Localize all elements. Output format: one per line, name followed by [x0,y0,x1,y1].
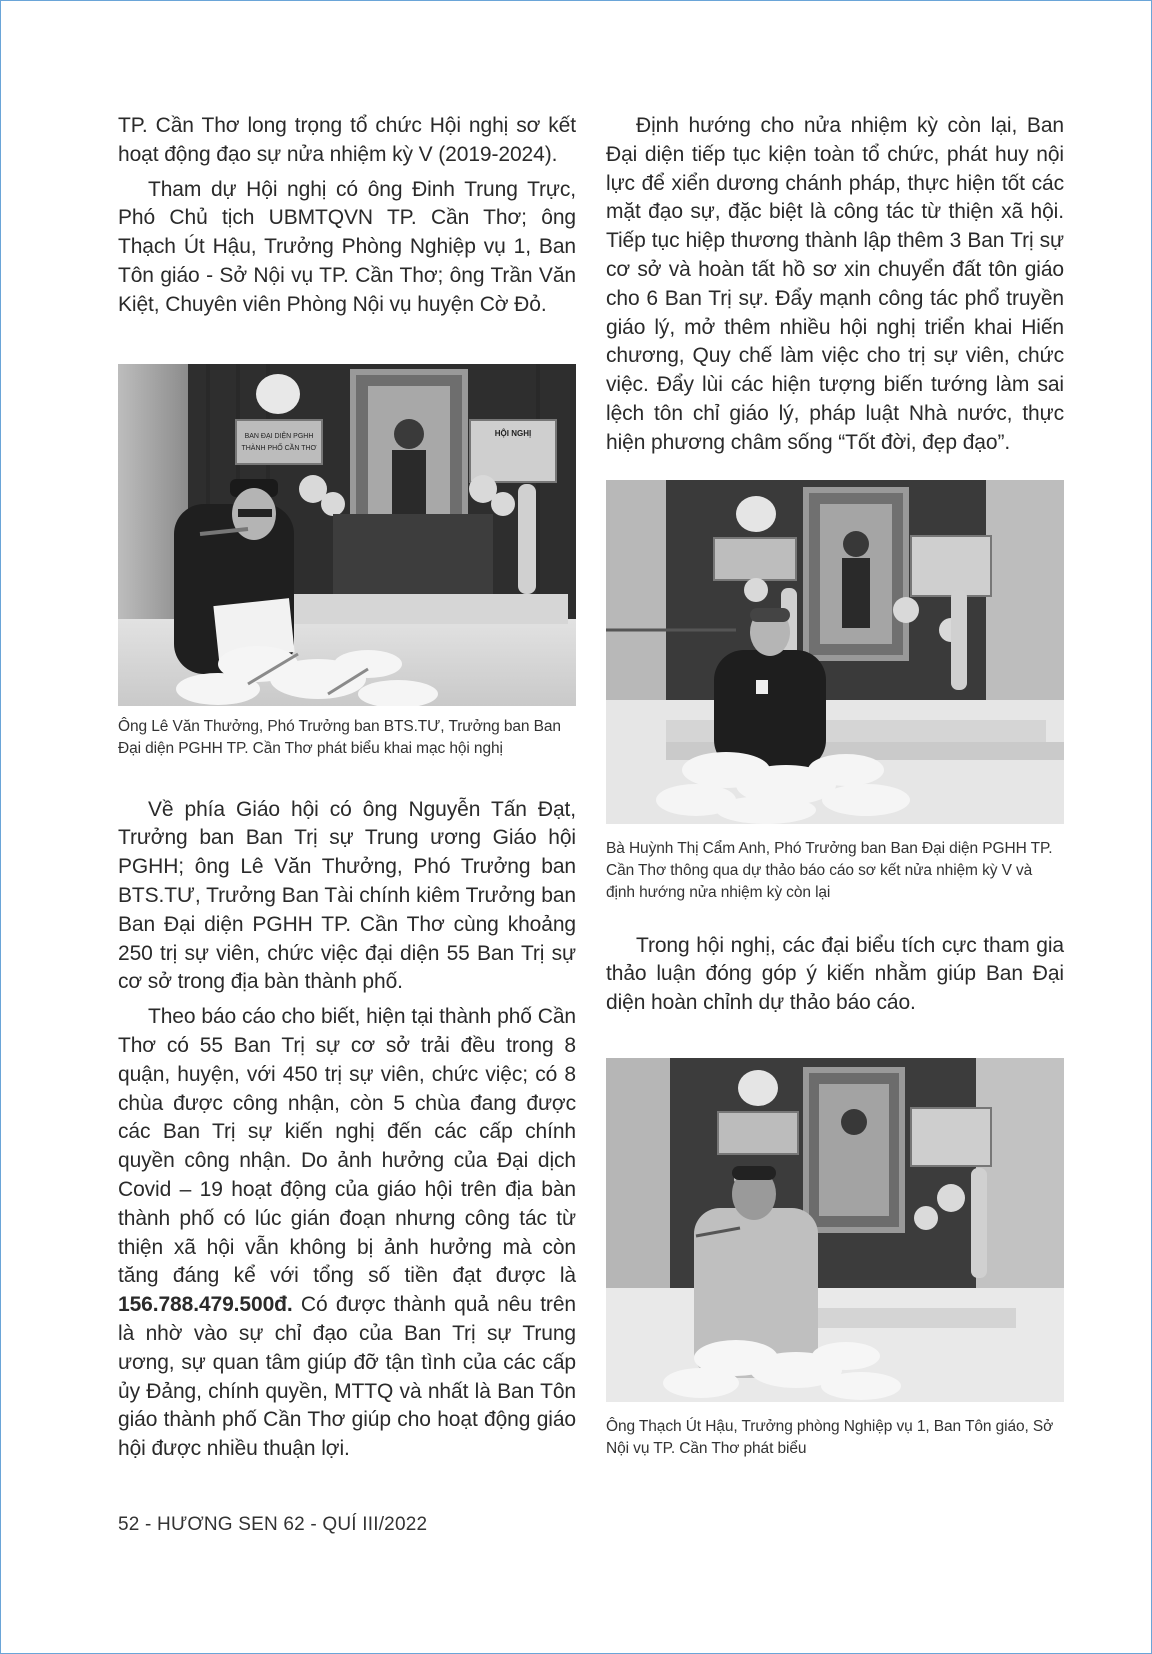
left-paragraph-4-part-a: Theo báo cáo cho biết, hiện tại thành phố Cần Thơ có 55 Ban Trị sự cơ sở trải đều trong 8 quận, huyện, với 450 trị sự viên, chức việc; có 8 chùa được công nhận, còn 5 chùa đang được các Ban Trị sự kiến nghị đến các cấp chính quyền công nhận. Do ảnh hưởng của Đại dịch Covid – 19 hoạt động của giáo hội trên địa bàn thành phố có lúc gián đoạn nhưng công tác từ thiện xã hội vẫn không bị ảnh hưởng mà còn tăng đáng kể với tổng số tiền đạt được là [118,1005,576,1288]
left-paragraph-4-part-b: Có được thành quả nêu trên là nhờ vào sự chỉ đạo của Ban Trị sự Trung ương, sự quan tâm giúp đỡ tận tình của các cấp ủy Đảng, chính quyền, MTTQ và nhất là Ban Tôn giáo thành phố Cần Thơ giúp cho hoạt động giáo hội được nhiều thuận lợi. [118,1293,576,1461]
right-column [606,112,1064,1460]
page-footer: 52 - HƯƠNG SEN 62 - QUÍ III/2022 [118,1514,428,1535]
left-paragraph-2: Tham dự Hội nghị có ông Đinh Trung Trực, Phó Chủ tịch UBMTQVN TP. Cần Thơ; ông Thạch Út Hậu, Trưởng Phòng Nghiệp vụ 1, Ban Tôn giáo - Sở Nội vụ TP. Cần Thơ; ông Trần Văn Kiệt, Chuyên viên Phòng Nội vụ huyện Cờ Đỏ. [118,177,576,316]
banner-right-title: HỘI NGHỊ [494,428,532,438]
right-paragraph-1: Định hướng cho nửa nhiệm kỳ còn lại, Ban Đại diện tiếp tục kiện toàn tổ chức, phát huy nội lực để xiển dương chánh pháp, thực hiện tốt các mặt đạo sự, đặc biệt là công tác từ thiện xã hội. Tiếp tục hiệp thương thành lập thêm 3 Ban Trị sự cơ sở và hoàn tất hồ sơ xin chuyển đất tôn giáo cho 6 Ban Trị sự. Đẩy mạnh công tác phổ truyền giáo lý, mở thêm nhiều hội nghị triển khai Hiến chương, Quy chế làm việc cho trị sự viên, chức việc. Đẩy lùi các hiện tượng biến tướng làm sai lệch tôn chỉ giáo lý, pháp luật Nhà nước, thực hiện phương châm sống “Tốt đời, đẹp đạo”. [606,114,1064,454]
banner-left-line-1: BAN ĐẠI DIỆN PGHH [244,432,314,440]
photo-speaker-1 [118,364,576,706]
left-paragraph-3: Về phía Giáo hội có ông Nguyễn Tấn Đạt, Trưởng ban Ban Trị sự Trung ương Giáo hội PGHH; ông Lê Văn Thưởng, Phó Trưởng ban BTS.TƯ, Trưởng Ban Tài chính kiêm Trưởng ban Ban Đại diện PGHH TP. Cần Thơ cùng khoảng 250 trị sự viên, chức việc đại diện 55 Ban Trị sự cơ sở trong địa bàn thành phố. [118,797,576,994]
charity-amount: 156.788.479.500đ. [118,1293,293,1317]
banner-left-line-2: THÀNH PHỐ CẦN THƠ [241,444,317,452]
left-column [118,112,576,1470]
photo-3-caption: Ông Thạch Út Hậu, Trưởng phòng Nghiệp vụ 1, Ban Tôn giáo, Sở Nội vụ TP. Cần Thơ phát biểu [606,1417,1054,1457]
right-paragraph-2: Trong hội nghị, các đại biểu tích cực tham gia thảo luận đóng góp ý kiến nhằm giúp Ban Đại diện hoàn chỉnh dự thảo báo cáo. [606,933,1064,1015]
photo-speaker-2 [606,480,1064,824]
left-paragraph-4 [118,1003,576,1464]
left-paragraph-1: TP. Cần Thơ long trọng tổ chức Hội nghị sơ kết hoạt động đạo sự nửa nhiệm kỳ V (2019-2024). [118,114,576,166]
photo-1-caption: Ông Lê Văn Thưởng, Phó Trưởng ban BTS.TƯ, Trưởng ban Ban Đại diện PGHH TP. Cần Thơ phát biểu khai mạc hội nghị [118,717,561,757]
photo-speaker-3 [606,1058,1064,1402]
photo-2-caption: Bà Huỳnh Thị Cẩm Anh, Phó Trưởng ban Ban Đại diện PGHH TP. Cần Thơ thông qua dự thảo báo cáo sơ kết nửa nhiệm kỳ V và định hướng nửa nhiệm kỳ còn lại [606,839,1053,901]
